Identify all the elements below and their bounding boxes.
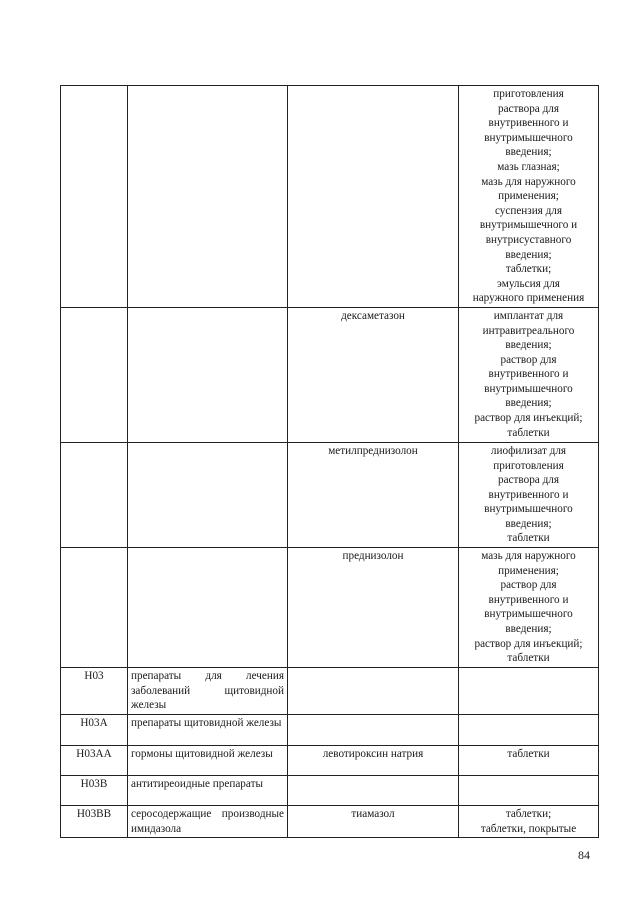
dosage-form-cell: приготовления раствора для внутривенного и внутримышечного введения; мазь глазная; мазь для наружного применения; суспензия для внутримышечного и внутрисуставного введения; таблетки; эмульсия для наружного применения [459,86,599,308]
drug-name-cell: преднизолон [288,548,459,668]
atc-code-cell [61,548,128,668]
group-cell: препараты щитовидной железы [128,715,288,746]
group-cell: гормоны щитовидной железы [128,746,288,776]
dosage-form-cell [459,776,599,806]
table-row [61,776,599,806]
group-cell: препараты для лечения заболеваний щитовидной железы [128,668,288,715]
dosage-form-cell: лиофилизат для приготовления раствора для внутривенного и внутримышечного введения; таблетки [459,442,599,547]
drug-name-cell: дексаметазон [288,307,459,442]
dosage-form-cell: имплантат для интравитреального введения; раствор для внутривенного и внутримышечного введения; раствор для инъекций; таблетки [459,307,599,442]
table-row [61,715,599,746]
atc-code-cell: H03A [61,715,128,746]
dosage-form-cell: мазь для наружного применения; раствор для внутривенного и внутримышечного введения; раствор для инъекций; таблетки [459,548,599,668]
table-row [61,548,599,668]
group-cell: антитиреоидные препараты [128,776,288,806]
group-cell [128,442,288,547]
atc-code-cell: H03B [61,776,128,806]
table-row [61,307,599,442]
medicines-table [60,85,599,838]
drug-name-cell: левотироксин натрия [288,746,459,776]
group-cell [128,86,288,308]
dosage-form-cell [459,668,599,715]
group-cell: серосодержащие производные имидазола [128,806,288,838]
group-cell [128,548,288,668]
drug-name-cell [288,86,459,308]
drug-name-cell: метилпреднизолон [288,442,459,547]
table-row [61,86,599,308]
atc-code-cell: H03 [61,668,128,715]
table-row [61,806,599,838]
atc-code-cell [61,442,128,547]
page-number: 84 [578,848,590,862]
table-row [61,746,599,776]
group-cell [128,307,288,442]
atc-code-cell [61,307,128,442]
atc-code-cell [61,86,128,308]
drug-name-cell [288,776,459,806]
drug-name-cell [288,715,459,746]
dosage-form-cell [459,715,599,746]
dosage-form-cell: таблетки; таблетки, покрытые [459,806,599,838]
table-row [61,442,599,547]
dosage-form-cell: таблетки [459,746,599,776]
table-row [61,668,599,715]
drug-name-cell: тиамазол [288,806,459,838]
atc-code-cell: H03BB [61,806,128,838]
drug-name-cell [288,668,459,715]
atc-code-cell: H03AA [61,746,128,776]
